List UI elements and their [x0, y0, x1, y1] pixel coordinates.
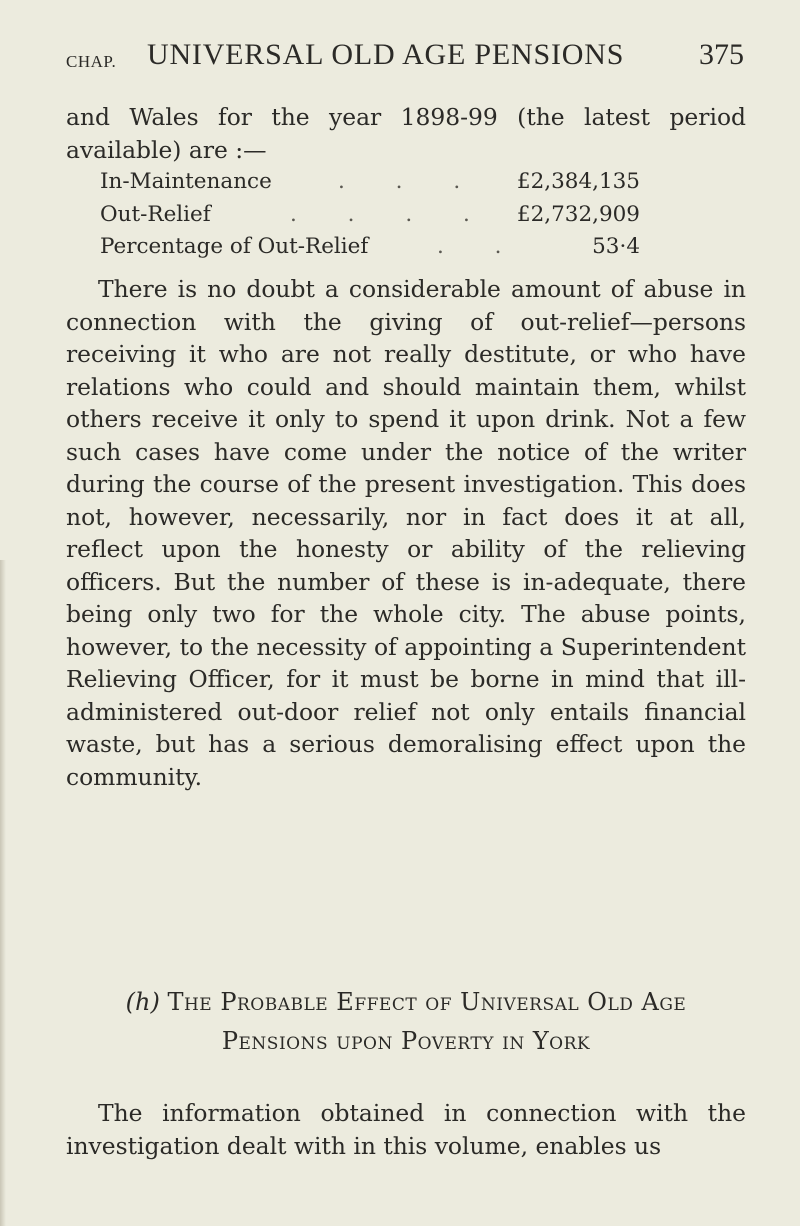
- closing-text: The information obtained in connection with the investigation dealt with in this volume, enables us: [66, 1099, 746, 1160]
- section-letter: (h): [125, 988, 160, 1016]
- body-paragraph: There is no doubt a considerable amount of abuse in connection with the giving of out-relief—persons receiving it who are not really destitute, or who have relations who could and should maintain them, whilst others receive it only to spend it upon drink. Not a few such cases have come under the notice of the writer during the course of the present investigation. This does not, however, necessarily, nor in fact does it at all, reflect upon the honesty or ability of the relieving officers. But the number of these is in-adequate, there being only two for the whole city. The abuse points, however, to the necessity of appointing a Superintendent Relieving Officer, for it must be borne in mind that ill-administered out-door relief not only entails financial waste, but has a serious demoralising effect upon the community.: [66, 275, 746, 791]
- statistics-table: [100, 166, 640, 264]
- intro-text: and Wales for the year 1898-99 (the latest period available) are :—: [66, 103, 746, 164]
- stat-row: [100, 231, 640, 264]
- leader-dots: . . . .: [290, 201, 492, 227]
- chapter-label: CHAP.: [66, 52, 117, 71]
- stat-value: £2,384,135: [516, 169, 640, 194]
- section-heading: [66, 983, 746, 1061]
- stat-label: Percentage of Out-Relief: [100, 234, 369, 259]
- stat-row: [100, 199, 640, 232]
- section-title-line-1: The Probable Effect of Universal Old Age: [167, 988, 687, 1016]
- page-number: 375: [699, 38, 744, 71]
- leader-dots: . .: [437, 234, 524, 259]
- stat-label: Out-Relief: [100, 201, 211, 227]
- page-edge-shadow: [0, 560, 6, 1226]
- running-header: [66, 38, 744, 78]
- stat-value: 53·4: [592, 234, 640, 259]
- stat-row: [100, 166, 640, 199]
- stat-value: £2,732,909: [516, 201, 640, 227]
- stat-label: In-Maintenance: [100, 169, 272, 194]
- section-title-line-2: Pensions upon Poverty in York: [221, 1027, 591, 1055]
- leader-dots: . . .: [338, 169, 483, 194]
- running-title: UNIVERSAL OLD AGE PENSIONS: [147, 38, 625, 71]
